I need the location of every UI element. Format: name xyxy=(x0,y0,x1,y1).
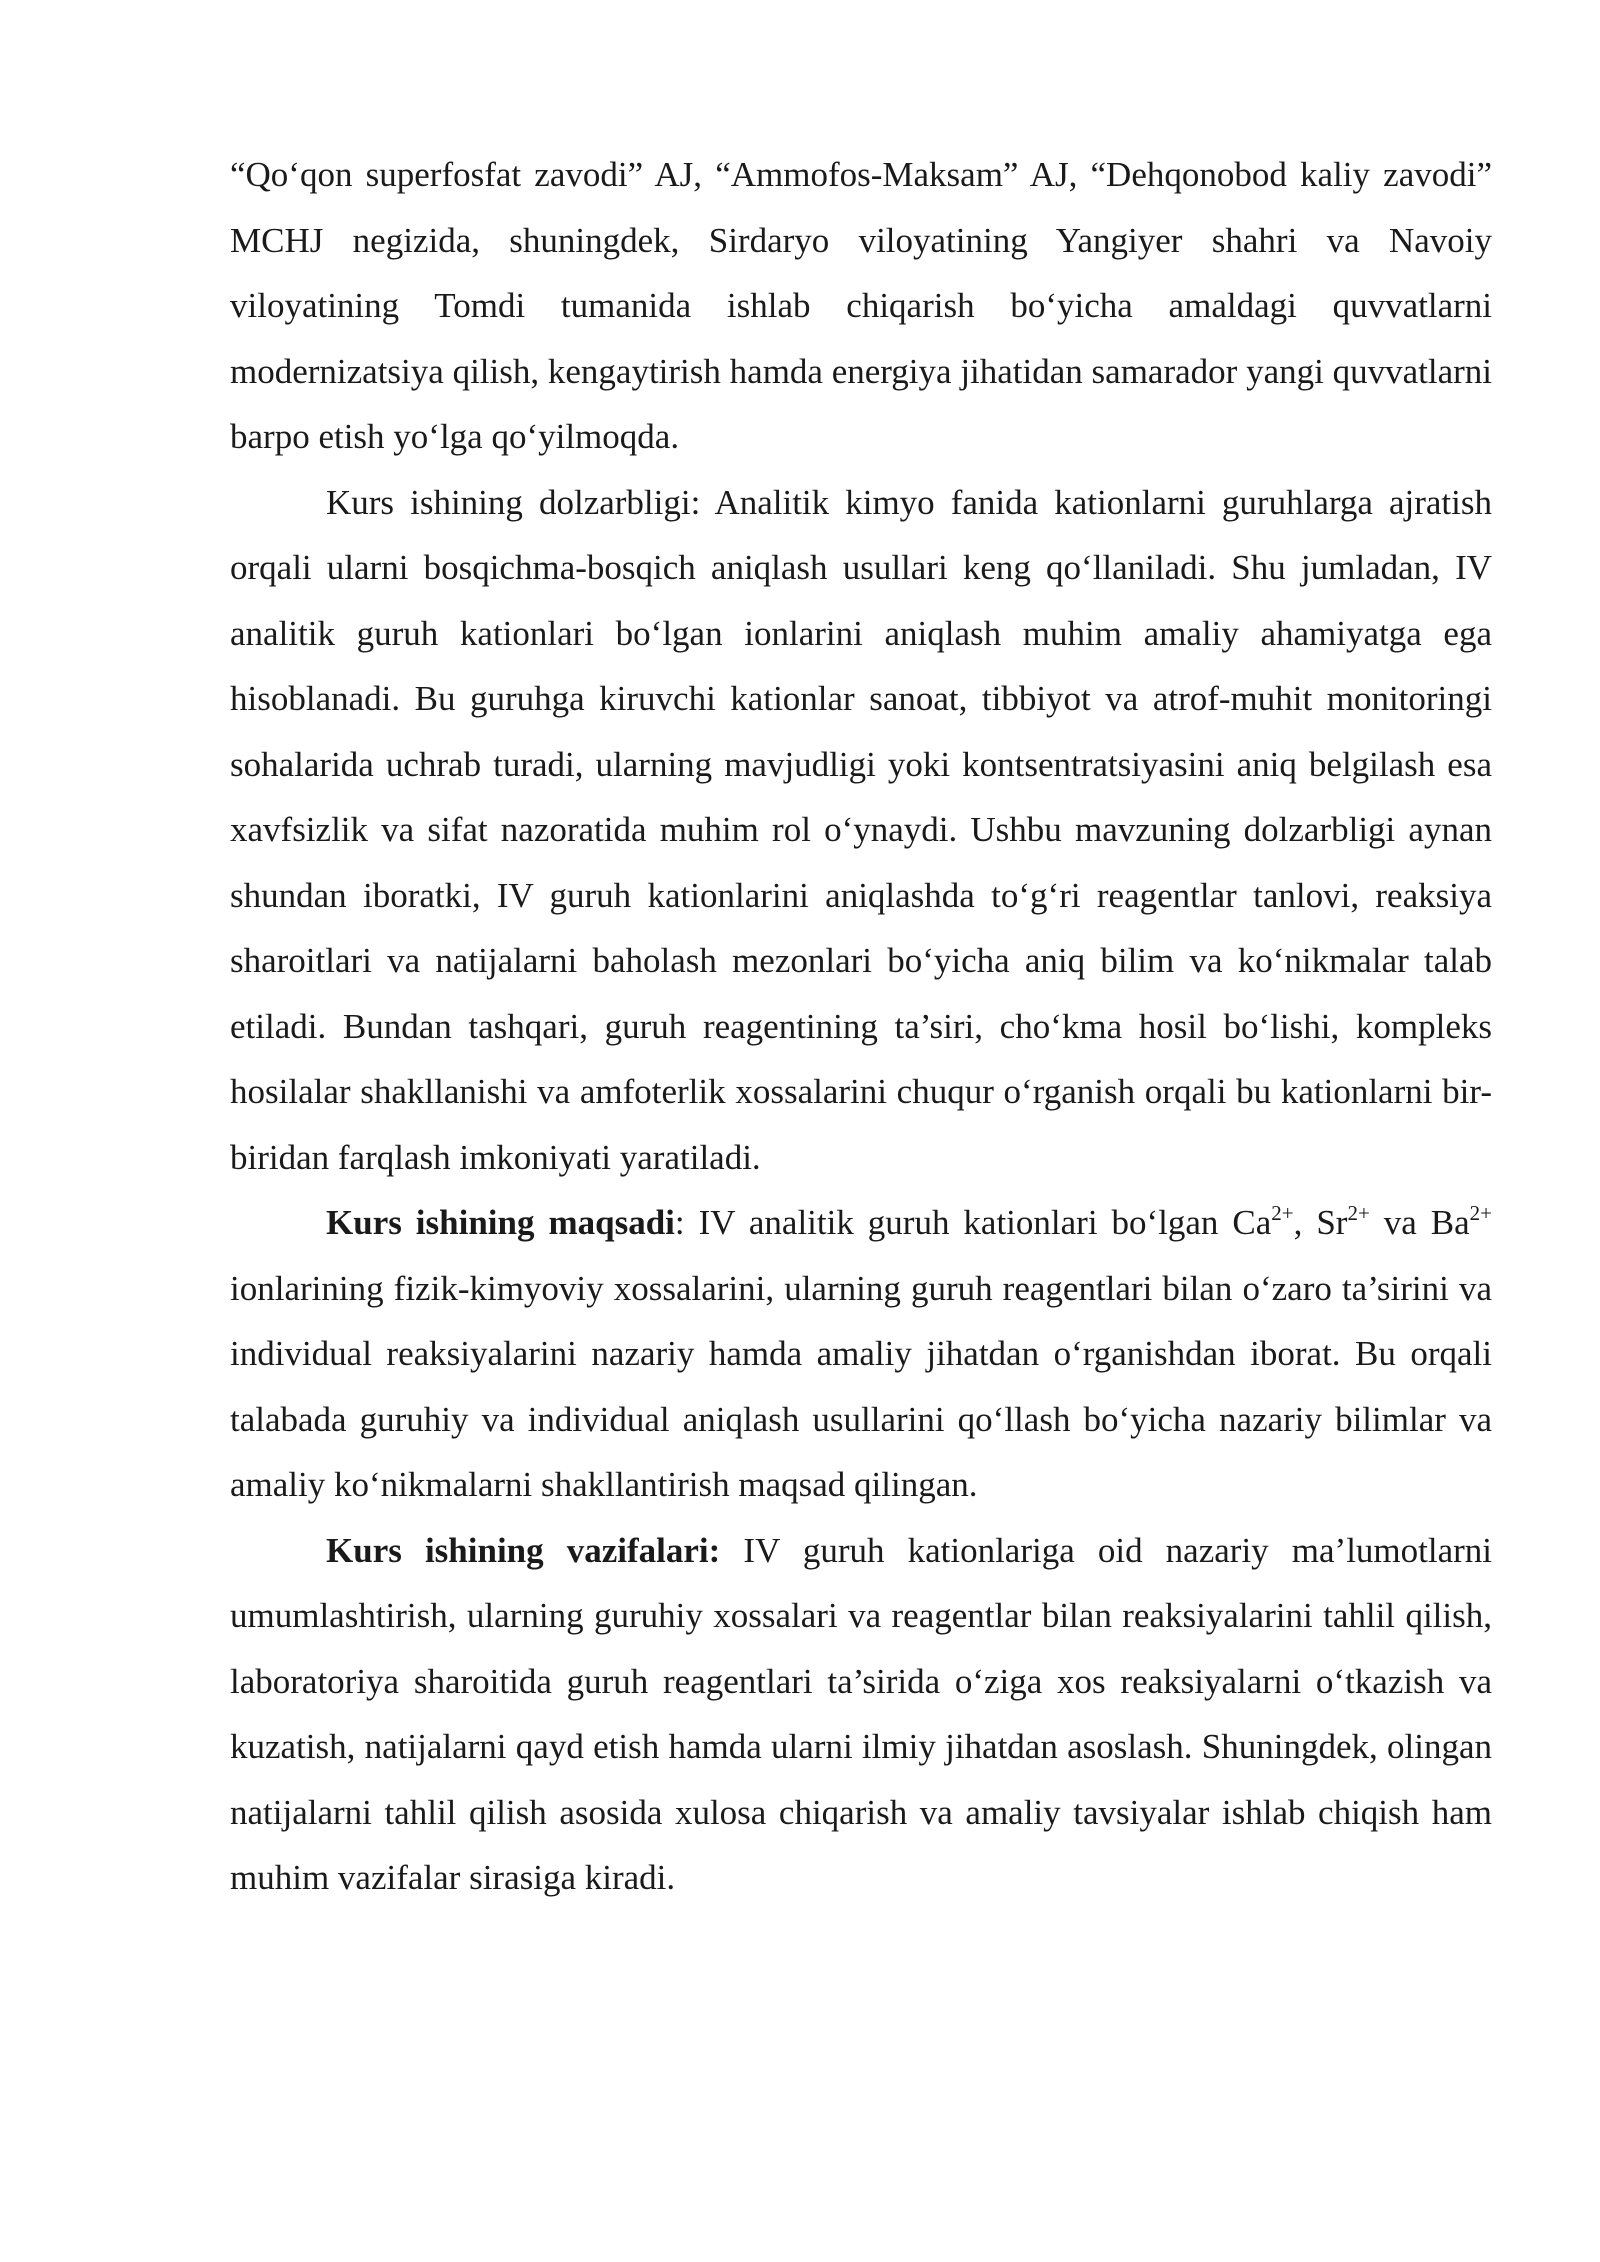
paragraph-relevance: Kurs ishining dolzarbligi: Analitik kimyo fanida kationlarni guruhlarga ajratish orqali ularni bosqichma-bosqich aniqlash usullari keng qo‘llaniladi. Shu jumladan, IV analitik guruh kationlari bo‘lgan ionlarini aniqlash muhim amaliy ahamiyatga ega hisoblanadi. Bu guruhga kiruvchi kationlar sanoat, tibbiyot va atrof-muhit monitoringi sohalarida uchrab turadi, ularning mavjudligi yoki kontsentratsiyasini aniq belgilash esa xavfsizlik va sifat nazoratida muhim rol o‘ynaydi. Ushbu mavzuning dolzarbligi aynan shundan iboratki, IV guruh kationlarini aniqlashda to‘g‘ri reagentlar tanlovi, reaksiya sharoitlari va natijalarni baholash mezonlari bo‘yicha aniq bilim va ko‘nikmalar talab etiladi. Bundan tashqari, guruh reagentining ta’siri, cho‘kma hosil bo‘lishi, kompleks hosilalar shakllanishi va amfoterlik xossalarini chuqur o‘rganish orqali bu kationlarni bir-biridan farqlash imkoniyati yaratiladi. xyxy=(230,482,1492,1177)
goal-colon: : xyxy=(674,1203,685,1242)
goal-mid-text-2: va Ba xyxy=(1369,1203,1470,1242)
ca-charge: 2+ xyxy=(1271,1201,1294,1225)
paragraph-goal xyxy=(230,1190,1492,1518)
paragraph-tasks xyxy=(230,1518,1492,1911)
paragraph-intro: “Qo‘qon superfosfat zavodi” AJ, “Ammofos-Maksam” AJ, “Dehqonobod kaliy zavodi” MCHJ negizida, shuningdek, Sirdaryo viloyatining Yangiyer shahri va Navoiy viloyatining Tomdi tumanida ishlab chiqarish bo‘yicha amaldagi quvvatlarni modernizatsiya qilish, kengaytirish hamda energiya jihatidan samarador yangi quvvatlarni barpo etish yo‘lga qo‘yilmoqda. xyxy=(230,155,1492,456)
sr-charge: 2+ xyxy=(1347,1201,1370,1225)
document-page xyxy=(230,142,1492,1911)
ba-charge: 2+ xyxy=(1469,1201,1493,1225)
goal-heading: Kurs ishining maqsadi xyxy=(326,1203,675,1242)
goal-lead-text: IV analitik guruh kationlari bo‘lgan Ca xyxy=(684,1203,1272,1242)
tasks-heading: Kurs ishining vazifalari: xyxy=(326,1530,721,1570)
tasks-rest-text: IV guruh kationlariga oid nazariy ma’lumotlarni umumlashtirish, ularning guruhiy xossalari va reagentlar bilan reaksiyalarini tahlil qilish, laboratoriya sharoitida guruh reagentlari ta’sirida o‘ziga xos reaksiyalarni o‘tkazish va kuzatish, natijalarni qayd etish hamda ularni ilmiy jihatdan asoslash. Shuningdek, olingan natijalarni tahlil qilish asosida xulosa chiqarish va amaliy tavsiyalar ishlab chiqish ham muhim vazifalar sirasiga kiradi. xyxy=(230,1530,1492,1897)
goal-rest-text: ionlarining fizik-kimyoviy xossalarini, ularning guruh reagentlari bilan o‘zaro ta’sirini va individual reaksiyalarini nazariy hamda amaliy jihatdan o‘rganishdan iborat. Bu orqali talabada guruhiy va individual aniqlash usullarini qo‘llash bo‘yicha nazariy bilimlar va amaliy ko‘nikmalarni shakllantirish maqsad qilingan. xyxy=(230,1268,1492,1504)
goal-mid-text-1: , Sr xyxy=(1293,1203,1348,1242)
